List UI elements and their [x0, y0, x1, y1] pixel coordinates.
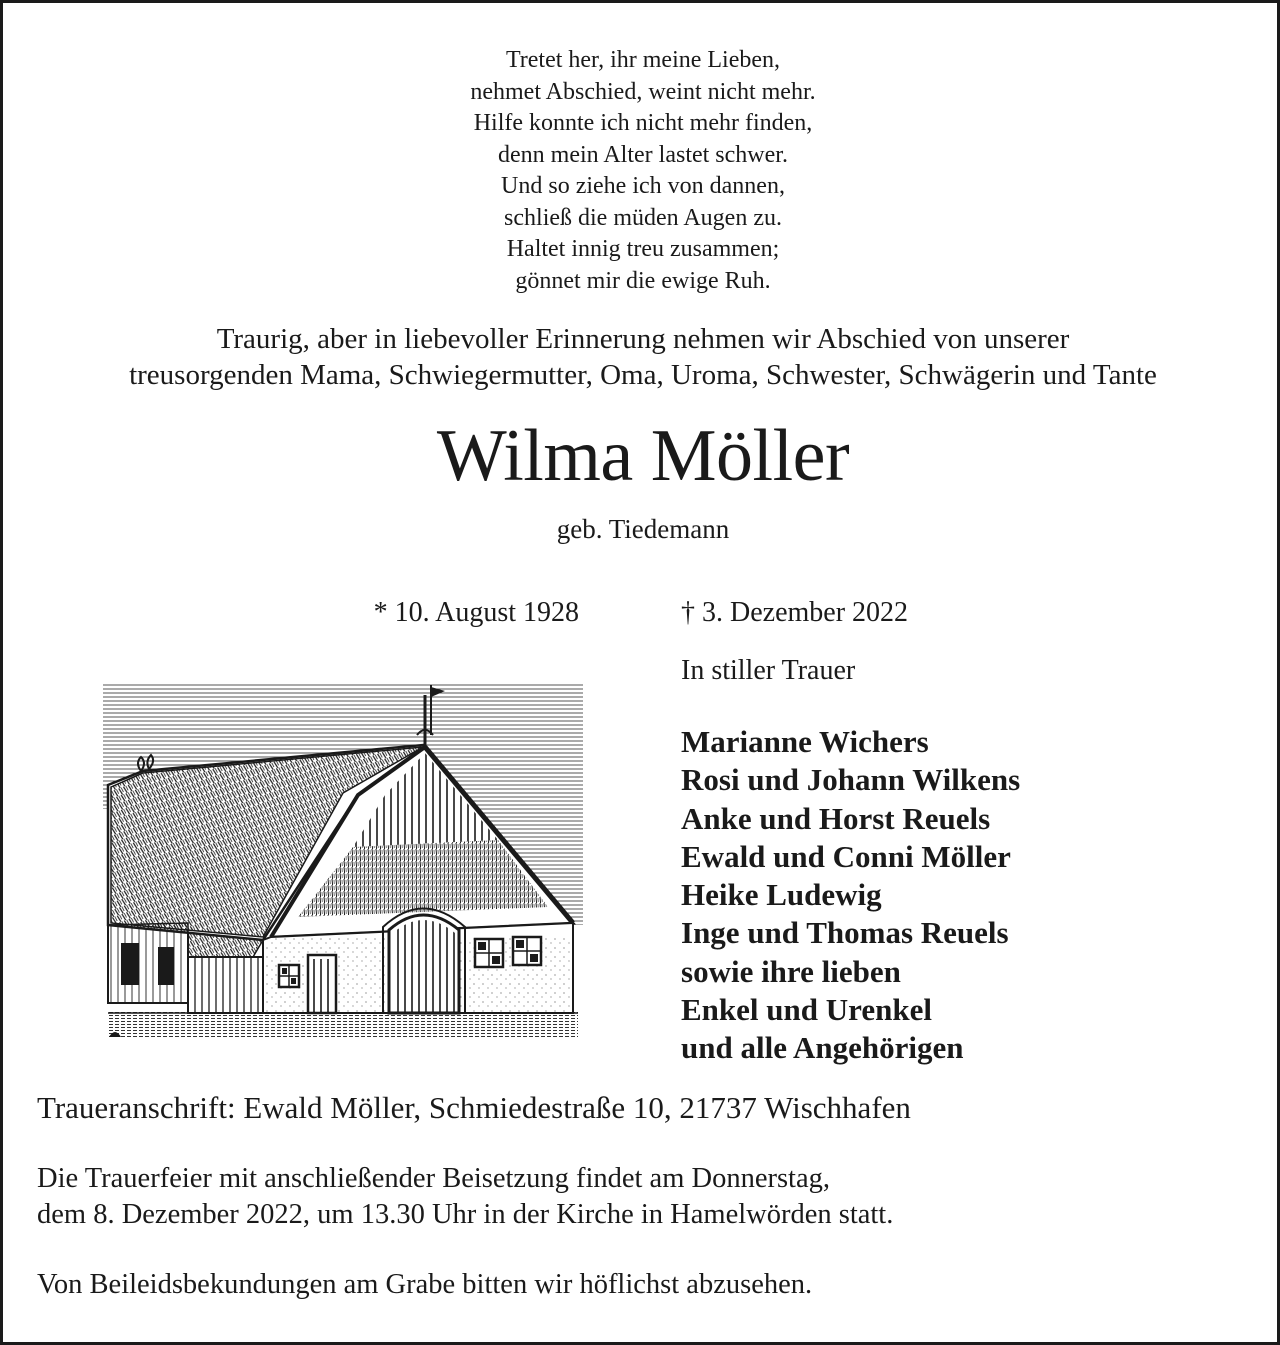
poem-line: gönnet mir die ewige Ruh. — [515, 267, 771, 294]
closing-note: Von Beileidsbekundungen am Grabe bitten wir höflichst abzusehen. — [37, 1269, 813, 1300]
mourning-intro: In stiller Trauer — [681, 655, 856, 686]
service-line: Die Trauerfeier mit anschließender Beisetzung findet am Donnerstag, — [37, 1163, 831, 1194]
poem-line: schließ die müden Augen zu. — [504, 204, 782, 231]
mourner-name: sowie ihre lieben — [681, 953, 901, 989]
mourner-name: Enkel und Urenkel — [681, 992, 932, 1028]
poem-line: Hilfe konnte ich nicht mehr finden, — [473, 110, 813, 136]
poem-line: Haltet innig treu zusammen; — [506, 236, 780, 262]
service-info — [37, 1161, 893, 1233]
mourners-list — [681, 723, 1020, 1068]
farmhouse-illustration-icon — [103, 675, 583, 1045]
birth-date: * 10. August 1928 — [373, 597, 579, 628]
poem — [3, 45, 1280, 297]
mourner-name: Inge und Thomas Reuels — [681, 915, 1009, 951]
poem-line: Tretet her, ihr meine Lieben, — [505, 47, 781, 73]
mourner-name: Rosi und Johann Wilkens — [681, 762, 1021, 798]
mourner-name: Heike Ludewig — [681, 877, 882, 913]
intro-line: treusorgenden Mama, Schwiegermutter, Oma, Uroma, Schwester, Schwägerin und Tante — [129, 359, 1157, 391]
mourning-address: Traueranschrift: Ewald Möller, Schmiedestraße 10, 21737 Wischhafen — [37, 1090, 911, 1125]
intro-line: Traurig, aber in liebevoller Erinnerung nehmen wir Abschied von unserer — [216, 323, 1070, 355]
mourner-name: Anke und Horst Reuels — [681, 800, 991, 836]
deceased-name: Wilma Möller — [436, 415, 850, 497]
mourner-name: Marianne Wichers — [681, 724, 929, 759]
mourner-name: Ewald und Conni Möller — [681, 838, 1011, 874]
maiden-name: geb. Tiedemann — [556, 514, 730, 544]
poem-line: denn mein Alter lastet schwer. — [498, 141, 788, 168]
mourner-name: und alle Angehörigen — [681, 1030, 964, 1066]
poem-line: Und so ziehe ich von dannen, — [501, 173, 785, 199]
poem-line: nehmet Abschied, weint nicht mehr. — [470, 78, 816, 105]
death-date: † 3. Dezember 2022 — [681, 597, 909, 628]
service-line: dem 8. Dezember 2022, um 13.30 Uhr in der Kirche in Hamelwörden statt. — [37, 1199, 894, 1230]
intro-text — [3, 321, 1280, 393]
